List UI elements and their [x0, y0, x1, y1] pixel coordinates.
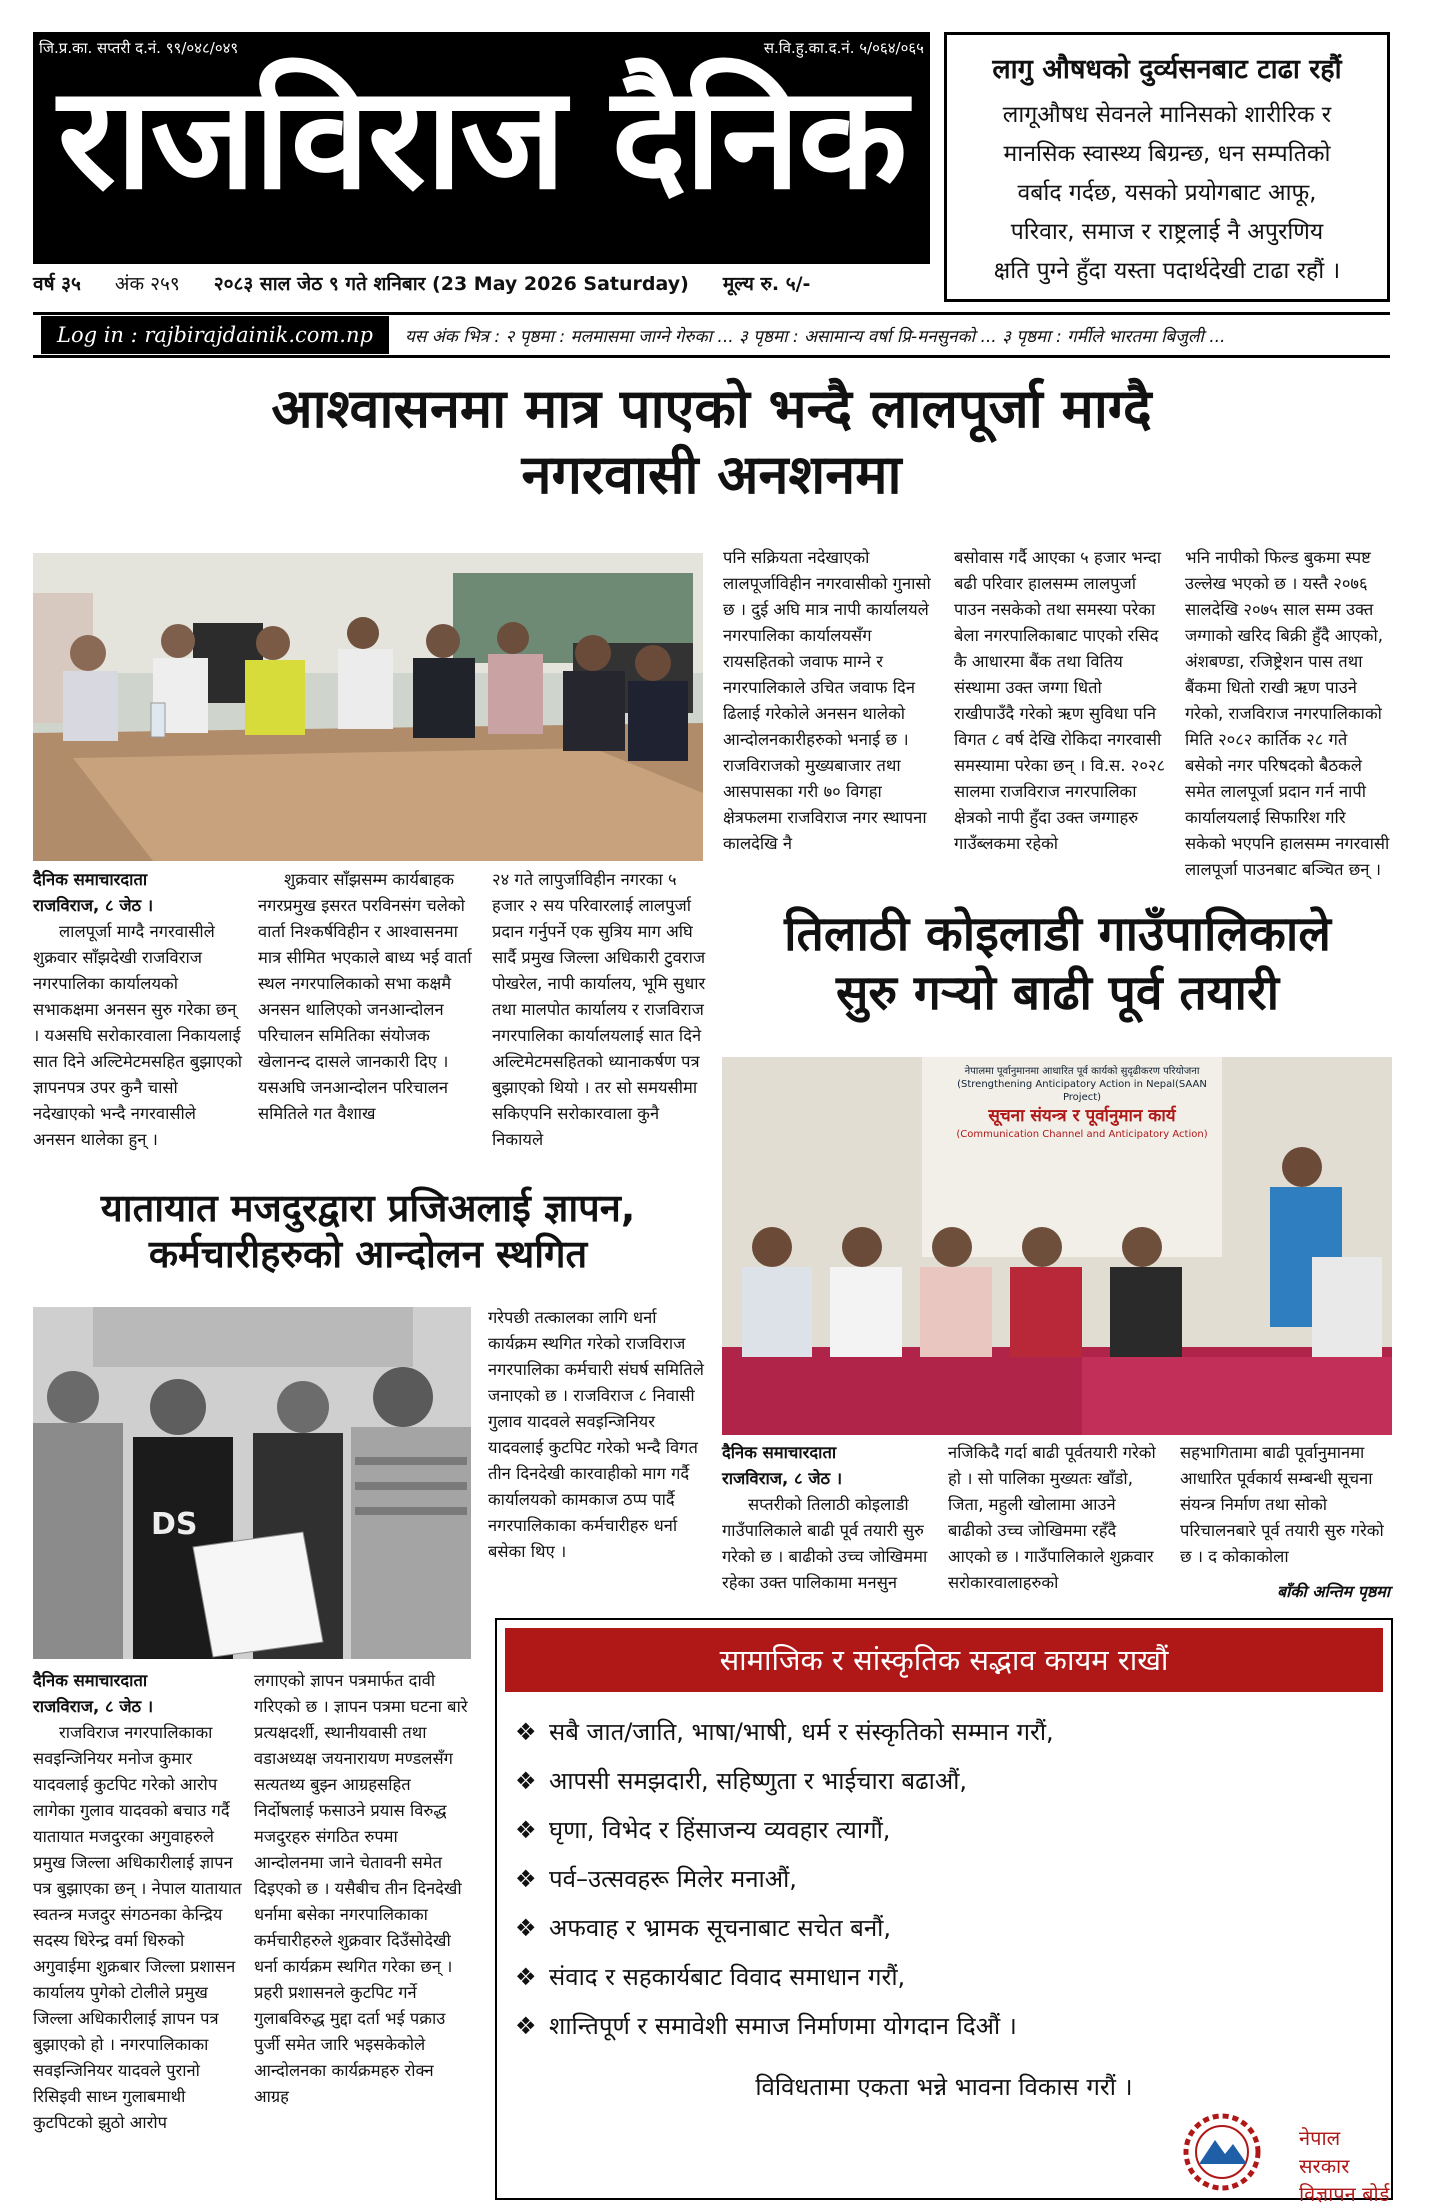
drug-ad-line: मानसिक स्वास्थ्य बिग्रन्छ, धन सम्पतिको	[1003, 141, 1331, 167]
story1-column-3	[492, 867, 710, 1179]
banner-title: सूचना संयन्त्र र पूर्वानुमान कार्य	[988, 1106, 1176, 1126]
drug-ad-line: परिवार, समाज र राष्ट्रलाई नै अपुरणिय	[1010, 219, 1324, 245]
story1-text: पनि सक्रियता नदेखाएको लालपूर्जाविहीन नगरवासीको गुनासो छ । दुई अघि मात्र नापी कार्यालयले नगरपालिका कार्यालयसँग रायसहितको जवाफ माग्ने र नगरपालिकाले उचित जवाफ दिन ढिलाई गरेकोले अनसन थालेको आन्दोलनकारीहरुको भनाई छ । राजविराजको मुख्यबाजार तथा आसपासका गरी ७० विगहा क्षेत्रफलमा राजविराज नगर स्थापना कालदेखि नै	[723, 548, 931, 853]
bullet-icon: ❖	[515, 1718, 537, 1746]
drug-ad-line: वर्बाद गर्दछ, यसको प्रयोगबाट आफू,	[1017, 180, 1317, 206]
story1-column-2	[258, 867, 478, 1179]
bullet-icon: ❖	[515, 1816, 537, 1844]
banner-line: (Strengthening Anticipatory Action in Nepal(SAAN Project)	[957, 1079, 1207, 1103]
hunger-strike-meeting-image	[33, 553, 703, 861]
bullet-icon: ❖	[515, 1767, 537, 1795]
story3-column-1	[33, 1668, 245, 2190]
memorandum-handover-image	[33, 1307, 471, 1659]
story3-photo	[33, 1307, 471, 1659]
story1-text: शुक्रवार साँझसम्म कार्यबाहक नगरप्रमुख इसरत परविनसंग चलेको वार्ता निश्कर्षविहीन र आश्वासनमा मात्र सीमित भएकाले बाध्य भई वार्ता स्थल नगरपालिकाको सभा कक्षमै अनसन थालिएको जनआन्दोलन परिचालन समितिका संयोजक खेलानन्द दासले जानकारी दिए । यसअघि जनआन्दोलन परिचालन समितिले गत वैशाख	[258, 870, 472, 1123]
story2-column-3	[1180, 1440, 1390, 1575]
story2-text: सहभागितामा बाढी पूर्वानुमानमा आधारित पूर्वकार्य सम्बन्धी सूचना संयन्त्र निर्माण तथा सोको परिचालनबारे पूर्व तयारी सुरु गरेको छ । द कोकाकोला	[1180, 1443, 1384, 1566]
issue-year: वर्ष ३५	[33, 273, 81, 295]
issue-date: २०८३ साल जेठ ९ गते शनिबार (23 May 2026 Saturday)	[213, 273, 689, 295]
list-item: ❖ संवाद र सहकार्यबाट विवाद समाधान गरौं,	[515, 1953, 1054, 2002]
registration-left: जि.प्र.का. सप्तरी द.नं. ९९/०४८/०४९	[39, 39, 239, 57]
bullet-icon: ❖	[515, 1865, 537, 1893]
harmony-ad-tagline: विविधतामा एकता भन्ने भावना विकास गरौं ।	[755, 2073, 1133, 2101]
event-banner	[942, 1065, 1222, 1141]
inside-this-issue: यस अंक भित्र : २ पृष्ठमा : मलमासमा जाग्ने गेरुका ... ३ पृष्ठमा : असामान्य वर्षा प्रि-मनसुनको ... ३ पृष्ठमा : गर्मीले भारतमा बिजुली ...	[404, 326, 1226, 347]
story3-headline-line: यातायात मजदुरद्वारा प्रजिअलाई ज्ञापन,	[100, 1186, 636, 1230]
story1-headline-line: आश्वासनमा मात्र पाएको भन्दै लालपूर्जा माग्दै	[271, 377, 1152, 440]
issue-number: अंक २५९	[114, 273, 180, 295]
story2-headline-line: सुरु गर्‍यो बाढी पूर्व तयारी	[835, 964, 1280, 1021]
login-link[interactable]: Log in : rajbirajdainik.com.np	[41, 316, 389, 354]
story1-dateline: राजविराज, ८ जेठ ।	[33, 896, 154, 915]
story1-headline	[33, 376, 1390, 508]
story2-column-1	[722, 1440, 930, 1622]
story1-column-1	[33, 867, 243, 1179]
story2-column-2	[948, 1440, 1163, 1606]
social-harmony-ad	[495, 1618, 1393, 2206]
continued-notice[interactable]: बाँकी अन्तिम पृष्ठमा	[1276, 1582, 1390, 1601]
story1-photo	[33, 553, 703, 861]
story3-column-top	[488, 1305, 706, 1605]
story1-byline: दैनिक समाचारदाता	[33, 870, 148, 889]
drug-ad-line: क्षति पुग्ने हुँदा यस्ता पदार्थदेखी टाढा रहौं ।	[993, 258, 1341, 284]
story1-column-4	[723, 545, 933, 897]
issue-price: मूल्य रु. ५/-	[722, 273, 811, 295]
story2-dateline: राजविराज, ८ जेठ ।	[722, 1469, 843, 1488]
advertiser-name: नेपाल सरकार विज्ञापन बोर्ड	[1299, 2126, 1390, 2206]
masthead	[33, 32, 930, 264]
story2-text: नजिकिदै गर्दा बाढी पूर्वतयारी गरेको हो । सो पालिका मुख्यतः खाँडो, जिता, महुली खोलामा आउने बाढीको उच्च जोखिममा रहँदै आएको छ । गाउँपालिकाले शुक्रवार सरोकारवालाहरुको	[948, 1443, 1156, 1592]
story1-text: बसोवास गर्दै आएका ५ हजार भन्दा बढी परिवार हालसम्म लालपुर्जा पाउन नसकेको तथा समस्या परेका बेला नगरपालिकाबाट पाएको रसिद कै आधारमा बैंक तथा वितिय संस्थामा उक्त जग्गा धितो राखीपाउँदै गरेको ऋण सुविधा पनि विगत ८ वर्ष देखि रोकिदा नगरवासी समस्यामा परेका छन् । वि.स. २०२८ सालमा राजविराज नगरपालिका क्षेत्रको नापी हुँदा उक्त जग्गाहरु गाउँब्लकमा रहेको	[954, 548, 1166, 853]
story1-text: भनि नापीको फिल्ड बुकमा स्पष्ट उल्लेख भएको छ । यस्तै २०७६ सालदेखि २०७५ साल सम्म उक्त जग्गाको खरिद बिक्री हुँदै आएको, अंशबण्डा, रजिष्ट्रेशन पास तथा बैंकमा धितो राखी ऋण पाउने गरेको, राजविराज नगरपालिकाको मिति २०८२ कार्तिक २८ गते बसेको नगर परिषदको बैठकले समेत लालपूर्जा प्रदान गर्न नापी कार्यालयलाई सिफारिश गरि सकेको भएपनि हालसम्म नगरवासी लालपूर्जा पाउनबाट बञ्चित छन् ।	[1185, 548, 1390, 879]
story2-photo	[722, 1057, 1392, 1435]
registration-right: स.वि.हु.का.द.नं. ५/०६४/०६५	[763, 39, 924, 57]
story3-text: लगाएको ज्ञापन पत्रमार्फत दावी गरिएको छ । ज्ञापन पत्रमा घटना बारे प्रत्यक्षदर्शी, स्थानीयवासी तथा वडाअध्यक्ष जयनारायण मण्डलसँग सत्यतथ्य बुझ्न आग्रहसहित निर्दोषलाई फसाउने प्रयास विरुद्ध मजदुरहरु संगठित रुपमा आन्दोलनमा जाने चेतावनी समेत दिइएको छ । यसैबीच तीन दिनदेखी धर्नामा बसेका नगरपालिकाका कर्मचारीहरुले शुक्रवार दिउँसोदेखी धर्ना कार्यक्रम स्थगित गरेका छन् । प्रहरी प्रशासनले कुटपिट गर्ने गुलाबविरुद्ध मुद्दा दर्ता भई पक्राउ पुर्जी समेत जारि भइसकेकोले आन्दोलनका कार्यक्रमहरु रोक्न आग्रह	[254, 1671, 468, 2106]
nepal-government-emblem-icon	[1167, 2112, 1277, 2192]
list-item: ❖ शान्तिपूर्ण र समावेशी समाज निर्माणमा योगदान दिऔं ।	[515, 2002, 1054, 2051]
story3-text: गरेपछी तत्कालका लागि धर्ना कार्यक्रम स्थगित गरेको राजविराज नगरपालिका कर्मचारी संघर्ष समितिले जनाएको छ । राजविराज ८ निवासी गुलाव यादवले सवइन्जिनियर यादवलाई कुटपिट गरेको भन्दै विगत तीन दिनदेखी कारवाहीको माग गर्दै कार्यालयको कामकाज ठप्प पार्दै नगरपालिकाका कर्मचारीहरु धर्ना बसेका थिए ।	[488, 1308, 704, 1561]
drug-ad-title: लागु औषधको दुर्व्यसनबाट टाढा रहौं	[992, 54, 1342, 85]
story3-byline: दैनिक समाचारदाता	[33, 1671, 148, 1690]
story3-headline	[28, 1185, 708, 1278]
drug-awareness-ad	[944, 32, 1390, 302]
story2-headline	[720, 905, 1395, 1022]
story3-dateline: राजविराज, ८ जेठ ।	[33, 1697, 154, 1716]
harmony-ad-list	[515, 1708, 1054, 2051]
story1-text: २४ गते लापुर्जाविहीन नगरका ५ हजार २ सय परिवारलाई लालपुर्जा प्रदान गर्नुपर्ने एक सुत्रिय माग अघि सार्दै प्रमुख जिल्ला अधिकारी टुवराज पोखरेल, नापी कार्यालय, भूमि सुधार तथा मालपोत कार्यालय र राजविराज नगरपालिका कार्यालयलाई सात दिने अल्टिमेटमसहितको ध्यानाकर्षण पत्र बुझाएको थियो । तर सो समयसीमा सकिएपनि सरोकारवाला कुनै निकायले	[492, 870, 706, 1149]
story2-headline-line: तिलाठी कोइलाडी गाउँपालिकाले	[784, 906, 1331, 962]
list-item: ❖ अफवाह र भ्रामक सूचनाबाट सचेत बनौं,	[515, 1904, 1054, 1953]
issue-info-bar	[33, 268, 930, 298]
list-item: ❖ पर्व–उत्सवहरू मिलेर मनाऔं,	[515, 1855, 1054, 1904]
bullet-icon: ❖	[515, 1914, 537, 1942]
story1-headline-line: नगरवासी अनशनमा	[521, 442, 902, 506]
bullet-icon: ❖	[515, 2012, 537, 2040]
banner-subtitle: (Communication Channel and Anticipatory Action)	[956, 1129, 1208, 1140]
story2-byline: दैनिक समाचारदाता	[722, 1443, 837, 1462]
newspaper-name: राजविराज दैनिक	[57, 56, 906, 221]
story1-text: लालपूर्जा माग्दै नगरवासीले शुक्रवार साँझदेखी राजविराज नगरपालिका कार्यालयको सभाकक्षमा अनसन सुरु गरेका छन् । यअसघि सरोकारवाला निकायलाई सात दिने अल्टिमेटमसहित बुझाएको ज्ञापनपत्र उपर कुनै चासो नदेखाएको भन्दै नगरवासीले अनसन थालेका हुन् ।	[33, 922, 243, 1149]
story2-text: सप्तरीको तिलाठी कोइलाडी गाउँपालिकाले बाढी पूर्व तयारी सुरु गरेको छ । बाढीको उच्च जोखिममा रहेका उक्त पालिकामा मनसुन	[722, 1495, 928, 1592]
story1-column-5	[954, 545, 1167, 897]
harmony-ad-title: सामाजिक र सांस्कृतिक सद्भाव कायम राखौं	[505, 1628, 1383, 1692]
info-strip	[33, 312, 1390, 358]
banner-line: नेपालमा पूर्वानुमानमा आधारित पूर्व कार्यको सुदृढीकरण परियोजना	[964, 1066, 1200, 1077]
story3-headline-line: कर्मचारीहरुको आन्दोलन स्थगित	[148, 1232, 588, 1277]
list-item: ❖ सबै जात/जाति, भाषा/भाषी, धर्म र संस्कृतिको सम्मान गरौं,	[515, 1708, 1054, 1757]
drug-ad-line: लागूऔषध सेवनले मानिसको शारीरिक र	[1002, 102, 1332, 128]
story3-text: राजविराज नगरपालिकाका सवइन्जिनियर मनोज कुमार यादवलाई कुटपिट गरेको आरोप लागेका गुलाव यादवको बचाउ गर्दै यातायात मजदुरका अगुवाहरुले प्रमुख जिल्ला अधिकारीलाई ज्ञापन पत्र बुझाएका छन् । नेपाल यातायात स्वतन्त्र मजदुर संगठनका केन्द्रिय सदस्य धिरेन्द्र वर्मा धिरुको अगुवाईमा शुक्रबार जिल्ला प्रशासन कार्यालय पुगेको टोलीले प्रमुख जिल्ला अधिकारीलाई ज्ञापन पत्र बुझाएको हो । नगरपालिकाका सवइन्जिनियर यादवले पुरानो रिसिइवी साध्न गुलाबमाथी कुटपिटको झुठो आरोप	[33, 1723, 242, 2132]
list-item: ❖ आपसी समझदारी, सहिष्णुता र भाईचारा बढाऔं,	[515, 1757, 1054, 1806]
story3-column-2	[254, 1668, 472, 2190]
shirt-print: DS	[151, 1507, 198, 1542]
list-item: ❖ घृणा, विभेद र हिंसाजन्य व्यवहार त्यागौं,	[515, 1806, 1054, 1855]
story1-column-6	[1185, 545, 1390, 897]
bullet-icon: ❖	[515, 1963, 537, 1991]
